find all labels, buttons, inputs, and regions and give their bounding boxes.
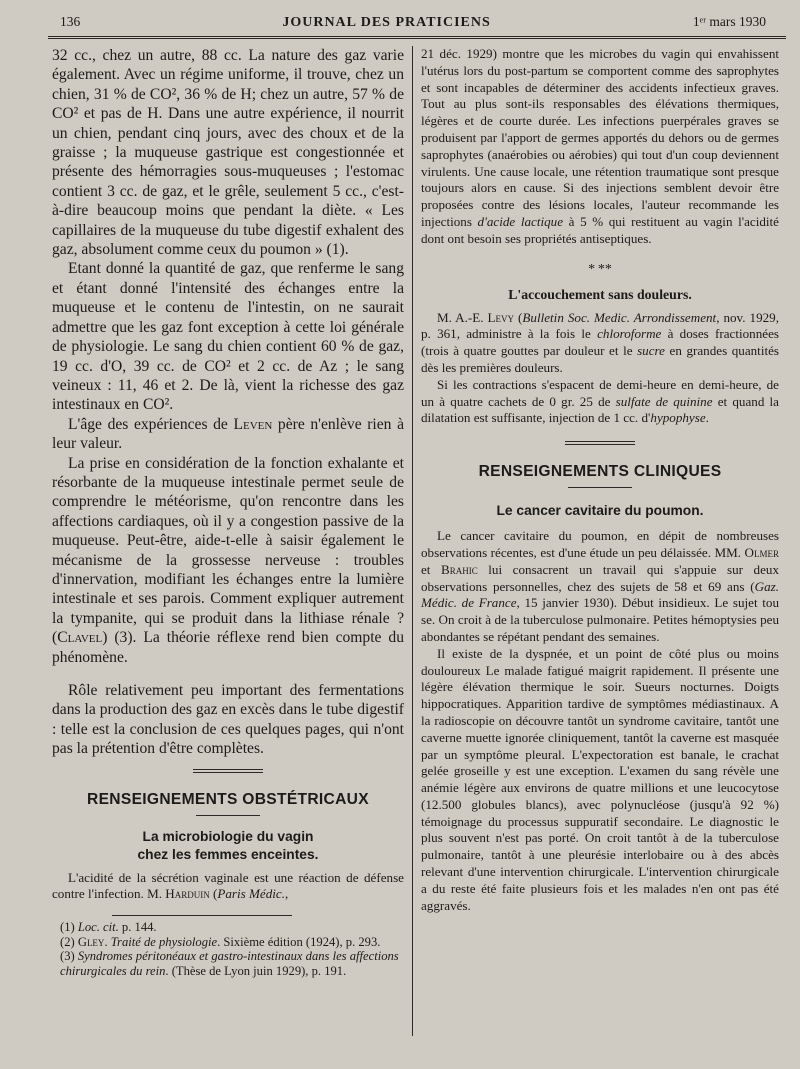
issue-date: 1ᵉʳ mars 1930 — [692, 14, 766, 29]
article-heading-microbiology: La microbiologie du vagin chez les femmes enceintes. — [137, 828, 319, 862]
article-heading-lung-cancer: Le cancer cavitaire du poumon. — [496, 503, 704, 519]
author-name: Clavel — [57, 629, 103, 647]
journal-title: JOURNAL DES PRATICIENS — [282, 15, 491, 30]
paragraph-conclusion: Rôle relativement peu important des fermentations dans la production des gaz en excès dans le tube digestif : telle est la conclusion de ces quelques pages, qui n'ont pas la prétention d'être complètes. — [52, 682, 404, 758]
author-name: Leven — [233, 415, 273, 433]
page-number: 136 — [60, 14, 81, 29]
footnote-3: (3) Syndromes péritonéaux et gastro-intestinaux dans les affections chirurgicales du rein. (Thèse de Lyon juin 1929), p. 191. — [60, 949, 399, 978]
footnote-2: (2) Gley. Traité de physiologie. Sixième édition (1924), p. 293. — [60, 934, 381, 949]
section-divider — [193, 769, 263, 773]
emphasis: d'acide lactique — [477, 213, 564, 229]
footnote-rule — [112, 915, 292, 916]
section-heading-obstetrics: RENSEIGNEMENTS OBSTÉTRICAUX — [87, 790, 369, 808]
author-name: Levy — [487, 309, 515, 325]
footnotes — [52, 920, 404, 978]
section-heading-clinical: RENSEIGNEMENTS CLINIQUES — [478, 463, 722, 481]
author-name: Brahic — [441, 561, 478, 577]
article-heading-painless-delivery: L'accouchement sans douleurs. — [508, 286, 692, 302]
paragraph-vaginal-microbes: 21 déc. 1929) montre que les microbes du vagin qui envahissent l'utérus lors du post-partum se comportent comme des saprophytes et sont incapables de déterminer des accidents infectieux graves. Tout au plus sont-ils responsables des élévations thermiques, légères et de courte durée. Les infections puerpérales graves se produisent par l'apport de germes apportés du dehors ou de germes saprophytes (anaérobies ou aérobies) qui tout d'un coup deviennent virulents. Une cause locale, une rétention traumatique sont presque toujours alors en cause. Si des injections semblent devoir être proposées contre des lésions locales, l'auteur recommande les injections d'acide lactique à 5 % qui restituent au vagin l'acidité dont ont besoin ses propriétés antiseptiques. — [421, 46, 779, 246]
header-rule-secondary — [48, 38, 786, 39]
heading-underline — [196, 815, 260, 816]
paragraph-vaginal-acidity: L'acidité de la sécrétion vaginale est une réaction de défense contre l'infection. M. Harduin (Paris Médic., — [52, 869, 404, 902]
header-rule — [48, 36, 786, 37]
paragraph-levy: M. A.-E. Levy (Bulletin Soc. Medic. Arrondissement, nov. 1929, p. 361, administre à la fois le chloroforme à doses fractionnées (trois à quatre gouttes par douleur et le sucre en grandes quantités dès les premières douleurs. — [421, 309, 779, 375]
paragraph-blood-gases: Etant donné la quantité de gaz, que renferme le sang et étant donné l'intensité des échanges entre la muqueuse et le contenu de l'intestin, on ne saurait admettre que les gaz font exception à cette loi générale de physiologie. Le sang du chien contient 60 % de gaz, 19 cc. d'O, 39 cc. de CO² et 2 cc. de Az ; le sang veineux : 11, 46 et 2. De là, vient la richesse des gaz intestinaux en CO². — [52, 260, 404, 414]
paragraph-meteorism: La prise en considération de la fonction exhalante et résorbante de la muqueuse intestinale permet seule de comprendre le météorisme, qu'on rencontre dans les affections cardiaques, où il y a congestion passive de la muqueuse. Peut-être, aide-t-elle à saisir également le mécanisme de la grossesse nerveuse : troubles d'innervation, modifiant les échanges entre la lumière intestinale et ses parois. Comment expliquer autrement la tympanite, qui se produit dans la lithiase rénale ? (Clavel) (3). La théorie réflexe rend bien compte du phénomène. — [52, 454, 404, 666]
running-header — [60, 14, 766, 36]
section-divider — [565, 441, 635, 445]
paragraph-contractions: Si les contractions s'espacent de demi-heure en demi-heure, de un à quatre cachets de 0 gr. 25 de sulfate de quinine et quand la dilatation est suffisante, injection de 1 cc. d'hypophyse. — [421, 376, 779, 426]
source-title: Paris Médic. — [217, 886, 286, 902]
asterism: * ** — [588, 261, 612, 277]
paragraph-age-experiments: L'âge des expériences de Leven père n'enlève rien à leur valeur. — [52, 415, 404, 453]
left-column — [52, 46, 404, 979]
footnote-1: (1) Loc. cit. p. 144. — [60, 920, 157, 935]
paragraph-lung-cancer-symptoms: Il existe de la dyspnée, et un point de côté plus ou moins douloureux Le malade fatigué maigrit rapidement. Il présente une légère élévation thermique le soir. Sueurs nocturnes. Doigts hippocratiques. Apparition tardive de symptômes médiastinaux. A la radioscopie on découvre tantôt un syndrome cavitaire, tantôt une caverne muette ignorée cliniquement, tantôt la caverne est masquée par un symptôme pleural. L'expectoration est banale, le crachat gelée groseille y est une exception. L'examen du sang révèle une anémie légère aux environs de quatre millions et une leucocytose (12.500 globules blancs), avec polynucléose (jusqu'à 92 %) témoignage du processus suppuratif secondaire. Le diagnostic le plus souvent n'est pas porté. On croit tantôt à de la tuberculose pulmonaire, tantôt à une pleurésie interlobaire ou à des abcès relevant d'une intervention chirurgicale. L'intervention chirurgicale a du reste été faite plusieurs fois et les malades n'en ont pas été aggravés. — [421, 645, 779, 913]
author-name: Olmer — [744, 544, 779, 560]
paragraph-lung-cancer-intro: Le cancer cavitaire du poumon, en dépit de nombreuses observations récentes, est d'une étude un peu délaissée. MM. Olmer et Brahic lui consacrent un travail qui s'appuie sur deux observations personnelles, chez des sujets de 58 et 69 ans (Gaz. Médic. de France, 15 janvier 1930). Début insidieux. Le sujet tou se. On croit à de la tuberculose pulmonaire. Petites hémoptysies peu abondantes se répétant pendant des semaines. — [421, 528, 779, 644]
column-separator — [412, 46, 413, 1036]
right-column — [421, 46, 779, 914]
author-name: Harduin — [165, 886, 210, 902]
heading-underline — [568, 487, 632, 488]
paragraph-gas-experiments: 32 cc., chez un autre, 88 cc. La nature des gaz varie également. Avec un régime uniforme, il trouve, chez un chien, 31 % de CO², 36 % de H; chez un autre, 57 % de CO² et pas de H. Dans une autre expérience, il nourrit un chien, pendant cinq jours, avec des choux et de la graisse ; la muqueuse gastrique est congestionnée et présente des hémorragies sous-muqueuses ; l'estomac contient 3 cc. de gaz, et le grêle, seulement 5 cc., c'est-à-dire beaucoup moins que pendant la diète. « Les capillaires de la muqueuse du tube digestif exhalent des gaz, absolument comme ceux du poumon » (1). — [52, 47, 404, 259]
